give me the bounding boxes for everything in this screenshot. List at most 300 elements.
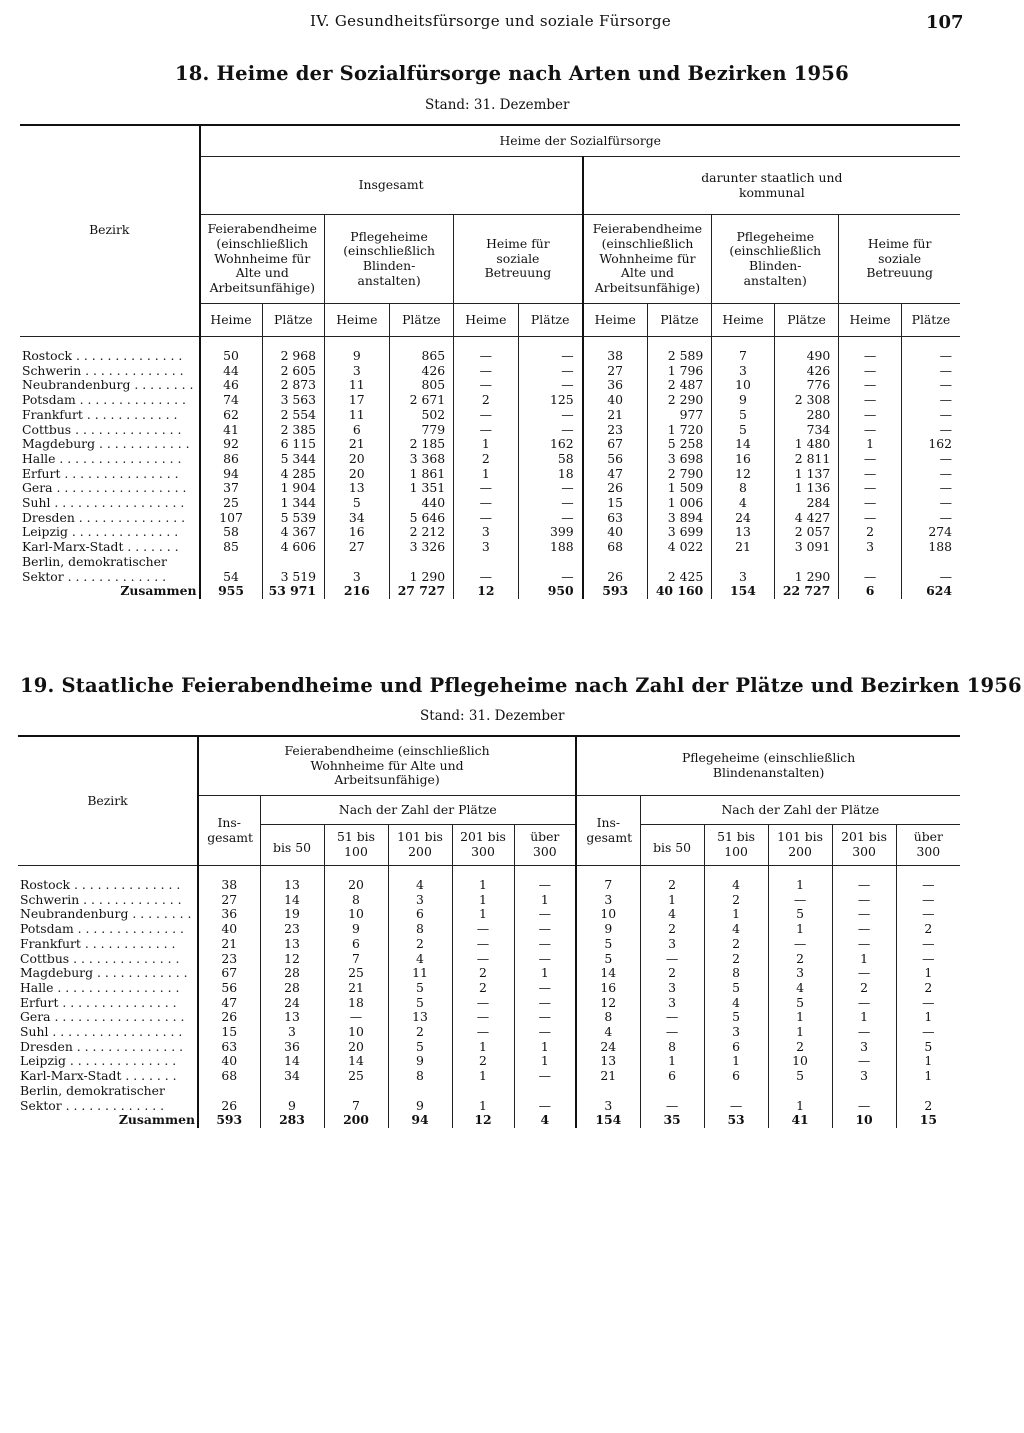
value-cell: 23 xyxy=(583,423,648,438)
value-cell: 19 xyxy=(260,907,324,922)
betreuung-header: Heime für soziale Betreuung xyxy=(454,215,583,304)
empty-cell xyxy=(514,1084,576,1099)
leader-dots: . . . . . . . . . . . . xyxy=(93,966,188,981)
value-cell: 624 xyxy=(901,584,960,599)
insgesamt-header: Insgesamt xyxy=(200,157,583,215)
value-cell: 1 904 xyxy=(262,481,325,496)
value-cell: 1 xyxy=(640,1054,704,1069)
value-cell: 58 xyxy=(200,525,263,540)
district-name xyxy=(18,996,198,1011)
value-cell: 154 xyxy=(576,1113,640,1128)
district-name xyxy=(18,952,198,967)
table-row xyxy=(18,937,960,952)
empty-cell xyxy=(768,1084,832,1099)
value-cell: 24 xyxy=(260,996,324,1011)
value-cell: 188 xyxy=(901,540,960,555)
value-cell: 6 xyxy=(325,423,390,438)
value-cell: — xyxy=(514,1010,576,1025)
district-name xyxy=(18,1099,198,1114)
value-cell: 15 xyxy=(583,496,648,511)
leader-dots: . . . . . . . . . . . . . . xyxy=(75,393,186,408)
district-name xyxy=(20,437,200,452)
leader-dots: . . . . . . . . . . . . . xyxy=(63,569,167,584)
district-label: Karl-Marx-Stadt xyxy=(20,1069,122,1084)
value-cell: 7 xyxy=(576,878,640,893)
value-cell: 26 xyxy=(198,1099,260,1114)
col-plaetze: Plätze xyxy=(389,304,454,337)
leader-dots: . . . . . . . . . . . . . . xyxy=(72,1039,184,1054)
value-cell: — xyxy=(901,408,960,423)
value-cell: 16 xyxy=(712,452,775,467)
value-cell: 2 212 xyxy=(389,525,454,540)
value-cell: — xyxy=(839,511,902,526)
spacer-cell xyxy=(454,337,519,350)
value-cell: 67 xyxy=(198,966,260,981)
value-cell: — xyxy=(514,981,576,996)
table-row xyxy=(18,1025,960,1040)
value-cell: 92 xyxy=(200,437,263,452)
value-cell: 593 xyxy=(583,584,648,599)
spacer-cell xyxy=(576,866,640,879)
table-row xyxy=(18,922,960,937)
leader-dots: . . . . . . . . . . . . . . . . . xyxy=(48,1025,183,1040)
table-row xyxy=(20,408,960,423)
district-name xyxy=(18,1069,198,1084)
value-cell: 1 xyxy=(452,1040,514,1055)
value-cell: 4 xyxy=(576,1025,640,1040)
leader-dots: . . . . . . . . . . . . . . xyxy=(74,510,186,525)
value-cell: 1 480 xyxy=(774,437,839,452)
running-header: IV. Gesundheitsfürsorge und soziale Fürsorge xyxy=(310,12,672,30)
value-cell: 94 xyxy=(200,467,263,482)
value-cell: — xyxy=(514,878,576,893)
feierabendheime-header: Feierabendheime (einschließlich Wohnheime für Alte und Arbeitsunfähige) xyxy=(200,215,325,304)
value-cell: 2 xyxy=(704,952,768,967)
value-cell: 593 xyxy=(198,1113,260,1128)
value-cell: 2 873 xyxy=(262,378,325,393)
value-cell: — xyxy=(896,952,960,967)
value-cell: 16 xyxy=(576,981,640,996)
value-cell: 2 xyxy=(704,893,768,908)
spacer-cell xyxy=(704,866,768,879)
value-cell: — xyxy=(518,349,583,364)
district-name xyxy=(20,481,200,496)
district-label: Halle xyxy=(20,980,54,995)
value-cell: 14 xyxy=(712,437,775,452)
district-name xyxy=(18,937,198,952)
value-cell: 18 xyxy=(324,996,388,1011)
value-cell: 188 xyxy=(518,540,583,555)
nach-zahl-header: Nach der Zahl der Plätze xyxy=(640,796,960,825)
value-cell: 977 xyxy=(647,408,712,423)
value-cell: 2 605 xyxy=(262,364,325,379)
spacer-cell xyxy=(768,866,832,879)
district-name xyxy=(18,907,198,922)
district-label: Rostock xyxy=(20,878,71,892)
value-cell: 13 xyxy=(712,525,775,540)
value-cell: 1 xyxy=(514,1054,576,1069)
value-cell: 283 xyxy=(260,1113,324,1128)
value-cell: 3 563 xyxy=(262,393,325,408)
value-cell: 3 xyxy=(768,966,832,981)
value-cell: 6 xyxy=(324,937,388,952)
value-cell: 9 xyxy=(712,393,775,408)
value-cell: 36 xyxy=(198,907,260,922)
total-label: Zusammen xyxy=(120,584,197,599)
value-cell: 1 290 xyxy=(389,570,454,585)
col-heime: Heime xyxy=(454,304,519,337)
empty-cell xyxy=(583,555,648,570)
value-cell: — xyxy=(514,996,576,1011)
empty-cell xyxy=(260,1084,324,1099)
value-cell: 13 xyxy=(325,481,390,496)
value-cell: 41 xyxy=(768,1113,832,1128)
district-label: Gera xyxy=(22,481,53,496)
empty-cell xyxy=(901,555,960,570)
value-cell: 274 xyxy=(901,525,960,540)
value-cell: 2 185 xyxy=(389,437,454,452)
district-name xyxy=(20,452,200,467)
value-cell: 25 xyxy=(324,966,388,981)
value-cell: 2 968 xyxy=(262,349,325,364)
value-cell: — xyxy=(454,349,519,364)
table-19 xyxy=(18,735,960,1128)
leader-dots: . . . . . . . . . . . . . xyxy=(81,363,184,378)
leader-dots: . . . . . . . . . . . . . . xyxy=(70,878,181,892)
value-cell: — xyxy=(839,408,902,423)
value-cell: 54 xyxy=(200,570,263,585)
value-cell: 8 xyxy=(388,922,452,937)
value-cell: 10 xyxy=(832,1113,896,1128)
value-cell: 3 699 xyxy=(647,525,712,540)
size-class-header xyxy=(324,825,388,866)
value-cell: 1 xyxy=(768,1099,832,1114)
value-cell: 63 xyxy=(583,511,648,526)
value-cell: 26 xyxy=(198,1010,260,1025)
size-class-header xyxy=(832,825,896,866)
col-plaetze: Plätze xyxy=(647,304,712,337)
leader-dots: . . . . . . . . . . . . . . . . xyxy=(55,451,182,466)
value-cell: 40 xyxy=(198,922,260,937)
table-row xyxy=(18,907,960,922)
value-cell: 40 xyxy=(198,1054,260,1069)
district-label: Cottbus xyxy=(20,951,70,966)
value-cell: 1 351 xyxy=(389,481,454,496)
value-cell: 1 xyxy=(768,1025,832,1040)
district-label: Dresden xyxy=(22,510,75,525)
value-cell: 1 290 xyxy=(774,570,839,585)
value-cell: 21 xyxy=(576,1069,640,1084)
district-name xyxy=(18,1025,198,1040)
value-cell: — xyxy=(839,452,902,467)
district-label: Erfurt xyxy=(22,466,61,481)
value-cell: 1 xyxy=(452,907,514,922)
size-class-header xyxy=(704,825,768,866)
value-cell: 21 xyxy=(583,408,648,423)
value-cell: — xyxy=(839,349,902,364)
value-cell: 1 xyxy=(896,1069,960,1084)
value-cell: 21 xyxy=(198,937,260,952)
leader-dots: . . . . . . . xyxy=(123,540,179,555)
pflegeheime-staatlich-header: Pflegeheime (einschließlich Blinden- anstalten) xyxy=(712,215,839,304)
value-cell: — xyxy=(901,393,960,408)
value-cell: 502 xyxy=(389,408,454,423)
value-cell: 5 xyxy=(388,1040,452,1055)
spacer-cell xyxy=(262,337,325,350)
value-cell: — xyxy=(454,496,519,511)
value-cell: 1 xyxy=(839,437,902,452)
spacer-cell xyxy=(839,337,902,350)
table-row xyxy=(20,467,960,482)
value-cell: 426 xyxy=(774,364,839,379)
value-cell: 2 671 xyxy=(389,393,454,408)
value-cell: 5 xyxy=(768,907,832,922)
district-name xyxy=(20,525,200,540)
spacer-cell xyxy=(325,337,390,350)
district-label: Cottbus xyxy=(22,422,72,437)
value-cell: 200 xyxy=(324,1113,388,1128)
value-cell: 3 xyxy=(712,364,775,379)
leader-dots: . . . . . . . . xyxy=(128,907,192,922)
value-cell: — xyxy=(896,1025,960,1040)
value-cell: 46 xyxy=(200,378,263,393)
leader-dots: . . . . . . . . . . . . . . xyxy=(69,951,180,966)
value-cell: 44 xyxy=(200,364,263,379)
district-name xyxy=(18,1010,198,1025)
value-cell: 3 xyxy=(640,981,704,996)
table-row xyxy=(18,1084,960,1099)
value-cell: 216 xyxy=(325,584,390,599)
value-cell: — xyxy=(640,1025,704,1040)
value-cell: 3 xyxy=(640,937,704,952)
leader-dots: . . . . . . . . . . . . . . xyxy=(72,349,183,363)
district-name xyxy=(20,349,200,364)
district-label: Berlin, demokratischer xyxy=(22,554,167,569)
value-cell: 1 137 xyxy=(774,467,839,482)
value-cell: 5 xyxy=(325,496,390,511)
col-heime: Heime xyxy=(712,304,775,337)
value-cell: 27 xyxy=(325,540,390,555)
district-name xyxy=(20,511,200,526)
value-cell: 11 xyxy=(388,966,452,981)
value-cell: 107 xyxy=(200,511,263,526)
value-cell: — xyxy=(896,893,960,908)
value-cell: 4 285 xyxy=(262,467,325,482)
leader-dots: . . . . . . . . . . . . . . . . . xyxy=(52,481,187,496)
value-cell: — xyxy=(896,878,960,893)
value-cell: 5 xyxy=(576,937,640,952)
value-cell: 1 720 xyxy=(647,423,712,438)
district-name xyxy=(18,1040,198,1055)
value-cell: — xyxy=(454,570,519,585)
empty-cell xyxy=(325,555,390,570)
value-cell: 86 xyxy=(200,452,263,467)
value-cell: 37 xyxy=(200,481,263,496)
value-cell: 154 xyxy=(712,584,775,599)
col-plaetze: Plätze xyxy=(774,304,839,337)
value-cell: 7 xyxy=(324,1099,388,1114)
district-label: Berlin, demokratischer xyxy=(20,1083,165,1098)
col-plaetze: Plätze xyxy=(901,304,960,337)
value-cell: 4 xyxy=(640,907,704,922)
value-cell: 38 xyxy=(583,349,648,364)
value-cell: 10 xyxy=(576,907,640,922)
value-cell: 23 xyxy=(198,952,260,967)
value-cell: 67 xyxy=(583,437,648,452)
value-cell: — xyxy=(832,1025,896,1040)
spacer-row xyxy=(20,337,960,350)
value-cell: — xyxy=(832,1099,896,1114)
empty-cell xyxy=(647,555,712,570)
value-cell: — xyxy=(839,364,902,379)
value-cell: 2 xyxy=(452,1054,514,1069)
value-cell: 36 xyxy=(260,1040,324,1055)
size-class-label: 201 bis 300 xyxy=(841,829,887,859)
size-class-label: 101 bis 200 xyxy=(777,829,823,859)
value-cell: 3 xyxy=(260,1025,324,1040)
size-class-header xyxy=(452,825,514,866)
value-cell: 4 xyxy=(704,922,768,937)
value-cell: 56 xyxy=(583,452,648,467)
value-cell: — xyxy=(901,467,960,482)
table-row xyxy=(20,481,960,496)
total-row xyxy=(18,1113,960,1128)
value-cell: 3 894 xyxy=(647,511,712,526)
value-cell: — xyxy=(896,996,960,1011)
value-cell: 20 xyxy=(324,878,388,893)
value-cell: — xyxy=(514,1099,576,1114)
value-cell: 6 xyxy=(839,584,902,599)
value-cell: 2 xyxy=(454,452,519,467)
value-cell: 36 xyxy=(583,378,648,393)
value-cell: — xyxy=(454,364,519,379)
value-cell: 21 xyxy=(324,981,388,996)
value-cell: — xyxy=(896,907,960,922)
value-cell: 53 xyxy=(704,1113,768,1128)
value-cell: 8 xyxy=(324,893,388,908)
size-class-header xyxy=(514,825,576,866)
value-cell: — xyxy=(452,937,514,952)
table-row xyxy=(20,511,960,526)
value-cell: 2 xyxy=(452,981,514,996)
empty-cell xyxy=(389,555,454,570)
value-cell: 21 xyxy=(712,540,775,555)
table-row xyxy=(20,570,960,585)
value-cell: — xyxy=(832,996,896,1011)
district-name xyxy=(18,893,198,908)
district-name xyxy=(18,966,198,981)
table-row xyxy=(20,525,960,540)
leader-dots: . . . . . . . . . . . . . . . . xyxy=(53,980,180,995)
col-plaetze: Plätze xyxy=(262,304,325,337)
table-row xyxy=(18,878,960,893)
district-name xyxy=(20,570,200,585)
value-cell: 27 xyxy=(198,893,260,908)
value-cell: 1 xyxy=(514,966,576,981)
value-cell: 2 xyxy=(839,525,902,540)
value-cell: — xyxy=(518,408,583,423)
value-cell: — xyxy=(514,937,576,952)
table-row xyxy=(20,540,960,555)
value-cell: 5 xyxy=(712,408,775,423)
value-cell: — xyxy=(514,1069,576,1084)
value-cell: 12 xyxy=(576,996,640,1011)
district-label: Leipzig xyxy=(20,1054,66,1069)
value-cell: 2 xyxy=(704,937,768,952)
value-cell: 2 554 xyxy=(262,408,325,423)
value-cell: 14 xyxy=(576,966,640,981)
value-cell: 3 xyxy=(832,1040,896,1055)
value-cell: — xyxy=(901,452,960,467)
district-name xyxy=(20,423,200,438)
table-row xyxy=(18,1040,960,1055)
value-cell: 490 xyxy=(774,349,839,364)
feierabendheime-staatlich-header: Feierabendheime (einschließlich Wohnheime für Alte und Arbeitsunfähige) xyxy=(583,215,712,304)
size-class-label: über 300 xyxy=(913,829,943,859)
spacer-cell xyxy=(514,866,576,879)
value-cell: — xyxy=(452,1010,514,1025)
table-18-title: 18. Heime der Sozialfürsorge nach Arten und Bezirken 1956 xyxy=(175,62,849,85)
value-cell: 3 xyxy=(704,1025,768,1040)
value-cell: — xyxy=(518,423,583,438)
value-cell: 1 006 xyxy=(647,496,712,511)
empty-cell xyxy=(839,555,902,570)
district-label: Karl-Marx-Stadt xyxy=(22,540,124,555)
value-cell: 2 xyxy=(388,1025,452,1040)
leader-dots: . . . . . . . . . . . . xyxy=(95,437,190,452)
empty-cell xyxy=(198,1084,260,1099)
value-cell: 2 589 xyxy=(647,349,712,364)
value-cell: 1 xyxy=(452,893,514,908)
value-cell: 74 xyxy=(200,393,263,408)
district-label: Potsdam xyxy=(20,922,74,937)
insgesamt-header: Ins- gesamt xyxy=(198,796,260,866)
col-plaetze: Plätze xyxy=(518,304,583,337)
betreuung-staatlich-header: Heime für soziale Betreuung xyxy=(839,215,960,304)
value-cell: 2 xyxy=(896,1099,960,1114)
table-row xyxy=(20,393,960,408)
value-cell: 1 xyxy=(896,1010,960,1025)
value-cell: 162 xyxy=(901,437,960,452)
table-19-title: 19. Staatliche Feierabendheime und Pflegeheime nach Zahl der Plätze und Bezirken 1956 xyxy=(20,674,1022,697)
value-cell: 1 796 xyxy=(647,364,712,379)
value-cell: 10 xyxy=(324,907,388,922)
pflegeheime-header: Pflegeheime (einschließlich Blindenanstalten) xyxy=(576,736,960,796)
value-cell: 3 326 xyxy=(389,540,454,555)
value-cell: — xyxy=(518,511,583,526)
table-row xyxy=(20,423,960,438)
value-cell: 955 xyxy=(200,584,263,599)
value-cell: 9 xyxy=(325,349,390,364)
table-row xyxy=(18,1054,960,1069)
value-cell: 9 xyxy=(388,1099,452,1114)
value-cell: 2 xyxy=(454,393,519,408)
value-cell: 8 xyxy=(704,966,768,981)
size-class-label: 201 bis 300 xyxy=(460,829,506,859)
empty-cell xyxy=(896,1084,960,1099)
col-heime: Heime xyxy=(839,304,902,337)
value-cell: 1 xyxy=(452,1069,514,1084)
district-label: Rostock xyxy=(22,349,73,363)
empty-cell xyxy=(640,1084,704,1099)
value-cell: — xyxy=(640,952,704,967)
empty-cell xyxy=(262,555,325,570)
value-cell: 24 xyxy=(712,511,775,526)
value-cell: — xyxy=(452,1025,514,1040)
leader-dots: . . . . . . . . . . . . . xyxy=(61,1098,165,1113)
value-cell: — xyxy=(452,922,514,937)
value-cell: — xyxy=(514,907,576,922)
